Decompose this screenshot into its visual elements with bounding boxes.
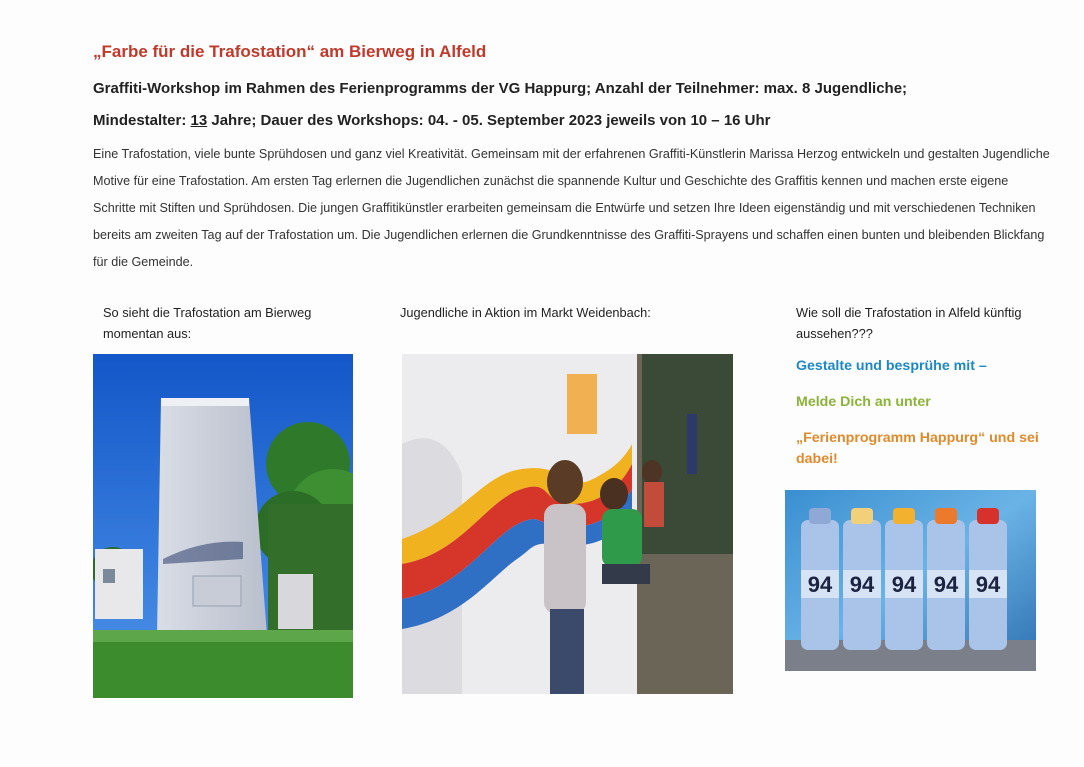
workshop-dates: [93, 112, 771, 129]
minimum-age: 13: [190, 112, 208, 129]
age-prefix: Mindestalter:: [93, 112, 191, 129]
page-title: „Farbe für die Trafostation“ am Bierweg in Alfeld: [93, 42, 487, 61]
description-paragraph: Eine Trafostation, viele bunte Sprühdosen und ganz viel Kreativität. Gemeinsam mit der erfahrenen Graffiti-Künstlerin Marissa Herzog entwickeln und gestalten Jugendliche Motive für eine Trafostation. Am ersten Tag erlernen die Jugendlichen zunächst die spannende Kultur und Geschichte des Graffitis kennen und machen erste eigene Schritte mit Stiften und Sprühdosen. Die jungen Graffitikünstler erarbeiten gemeinsam die Entwürfe und setzen Ihre Ideen eigenständig und mit verschiedenen Techniken bereits am zweiten Tag auf der Trafostation um. Die Jugendlichen erlernen die Grundkenntnisse des Graffiti-Sprayens und schaffen einen bunten und bleibenden Blickfang für die Gemeinde.: [93, 147, 1050, 269]
workshop-info: Graffiti-Workshop im Rahmen des Ferienprogramms der VG Happurg; Anzahl der Teilnehmer: max. 8 Jugendliche;: [93, 80, 908, 97]
photo-transformer-station: [93, 354, 353, 698]
photo-youth-graffiti: [402, 354, 733, 694]
photo-spray-cans: [785, 490, 1036, 671]
cta-program: „Ferienprogramm Happurg“ und sei dabei!: [796, 430, 1039, 467]
can-label-5: 94: [975, 572, 1001, 597]
can-label-2: 94: [849, 572, 875, 597]
cta-register: Melde Dich an unter: [796, 394, 931, 410]
can-label-1: 94: [807, 572, 833, 597]
dates-text: Jahre; Dauer des Workshops: 04. - 05. September 2023 jeweils von 10 – 16 Uhr: [207, 112, 771, 129]
caption-future-station: Wie soll die Trafostation in Alfeld künftig aussehen???: [796, 305, 1022, 341]
cta-spray: Gestalte und besprühe mit –: [796, 358, 987, 374]
caption-youth-in-action: Jugendliche in Aktion im Markt Weidenbach:: [400, 305, 651, 320]
can-label-3: 94: [891, 572, 917, 597]
can-label-4: 94: [933, 572, 959, 597]
caption-current-station: So sieht die Trafostation am Bierweg momentan aus:: [103, 305, 312, 341]
